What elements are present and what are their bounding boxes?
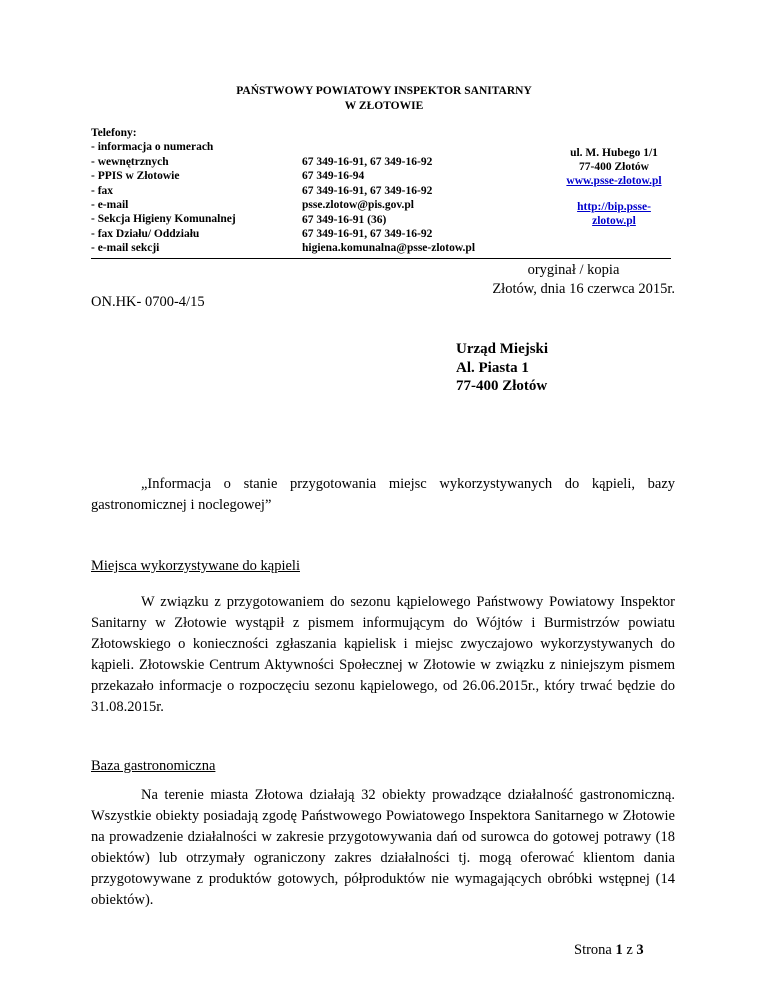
institution-city: W ZŁOTOWIE (344, 100, 424, 112)
section-heading-gastronomy: Baza gastronomiczna (91, 758, 216, 774)
recipient-address (456, 340, 548, 396)
page-footer (574, 942, 644, 959)
case-signature: ON.HK- 0700-4/15 (91, 294, 205, 310)
website-link[interactable]: www.psse-zlotow.pl (566, 175, 662, 187)
bip-link[interactable] (577, 201, 651, 227)
contact-label: - informacja o numerach (91, 141, 214, 154)
institution-header (0, 84, 768, 114)
page-total: 3 (636, 942, 644, 958)
institution-address (548, 146, 680, 228)
section-text: W związku z przygotowaniem do sezonu kąpielowego Państwowy Powiatowy Inspektor Sanitarny w Złotowie wystąpił z pismem informującym do Wójtów i Burmistrzów powiatu Złotowskiego o konieczności zgłaszania kąpielisk i miejsc zwyczajowo wykorzystywanych do kąpieli. Złotowskie Centrum Aktywności Społecznej w Złotowie w związku z niniejszym pismem przekazało informacje o rozpoczęciu sezonu kąpielowego, od 26.06.2015r., który trwać będzie do 31.08.2015r. (91, 594, 675, 715)
contact-value: 67 349-16-91, 67 349-16-92 (302, 228, 433, 241)
header-divider (91, 258, 671, 259)
page-of: z (626, 942, 633, 958)
recipient-street: Al. Piasta 1 (456, 359, 529, 376)
bip-link-line2: zlotow.pl (592, 215, 636, 227)
address-city: 77-400 Złotów (579, 161, 649, 173)
contact-label: - e-mail (91, 199, 129, 212)
contact-label: - Sekcja Higieny Komunalnej (91, 213, 236, 226)
contact-label: - e-mail sekcji (91, 242, 160, 255)
recipient-name: Urząd Miejski (456, 341, 549, 357)
contact-label: - fax Działu/ Oddziału (91, 227, 200, 240)
contact-value: 67 349-16-91, 67 349-16-92 (302, 156, 433, 168)
institution-name: PAŃSTWOWY POWIATOWY INSPEKTOR SANITARNY (236, 85, 532, 97)
section-text: Na terenie miasta Złotowa działają 32 obiekty prowadzące działalność gastronomiczną. Wszystkie obiekty posiadają zgodę Państwowego Powiatowego Inspektora Sanitarnego w Złotowie na prowadzenie działalności w zakresie przygotowywania dań od surowca do gotowej potrawy (18 obiektów) lub otrzymały ograniczony zakres działalności tj. mogą oferować klientom dania przygotowywane z produktów gotowych, półproduktów nie wymagających obróbki wstępnej (14 obiektów). (91, 787, 675, 908)
bip-link-line1: http://bip.psse- (577, 201, 651, 213)
contact-label: - wewnętrznych (91, 155, 169, 168)
address-street: ul. M. Hubego 1/1 (570, 147, 658, 159)
section-body-bathing (91, 592, 675, 718)
section-heading-bathing: Miejsca wykorzystywane do kąpieli (91, 558, 300, 574)
contact-value: psse.zlotow@pis.gov.pl (302, 199, 414, 212)
contact-labels (91, 126, 236, 256)
section-body-gastronomy (91, 785, 675, 911)
contact-values (302, 155, 475, 256)
copy-mark: oryginał / kopia (527, 262, 620, 278)
page-number: 1 (615, 942, 623, 958)
page-label: Strona (574, 942, 612, 958)
contact-value: 67 349-16-91 (36) (302, 213, 387, 226)
recipient-city: 77-400 Złotów (456, 378, 548, 394)
contact-label: Telefony: (91, 127, 137, 139)
subject-paragraph (91, 474, 675, 516)
subject-text: „Informacja o stanie przygotowania miejsc wykorzystywanych do kąpieli, bazy gastronomicznej i noclegowej” (91, 476, 675, 513)
contact-value: 67 349-16-91, 67 349-16-92 (302, 184, 433, 197)
contact-value: higiena.komunalna@psse-zlotow.pl (302, 242, 476, 255)
contact-label: - PPIS w Złotowie (91, 170, 180, 183)
contact-label: - fax (91, 184, 114, 197)
place-date: Złotów, dnia 16 czerwca 2015r. (492, 281, 675, 297)
contact-value: 67 349-16-94 (302, 170, 365, 183)
document-meta (480, 261, 675, 299)
